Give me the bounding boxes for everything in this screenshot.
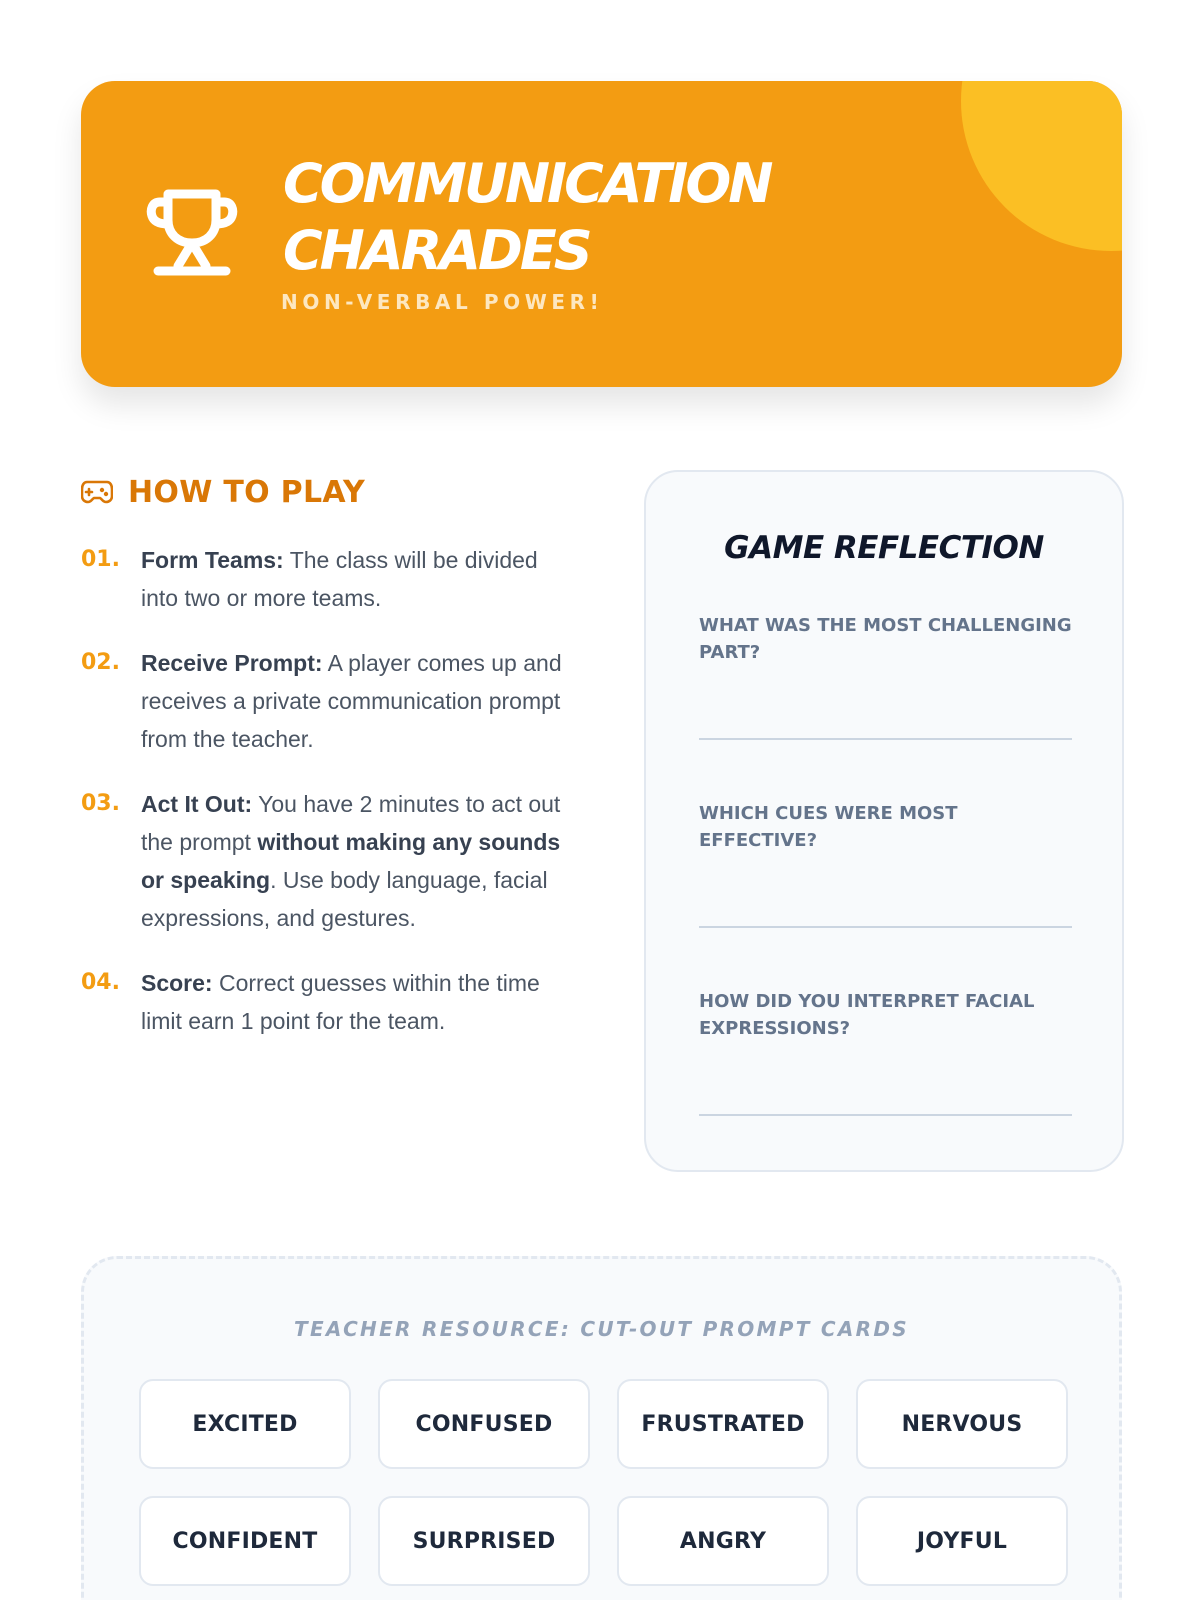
step-label: Score:: [141, 970, 213, 996]
step-label: Form Teams:: [141, 547, 284, 573]
reflection-question: [699, 800, 1072, 854]
step-text: [141, 964, 571, 1040]
reflection-panel: [644, 470, 1124, 1172]
step-description: The class will be divided into two or more teams.: [141, 547, 538, 611]
prompt-card: EXCITED: [139, 1379, 351, 1469]
list-item: [81, 644, 571, 758]
prompt-card: FRUSTRATED: [617, 1379, 829, 1469]
step-description-end: . Use body language, facial expressions, and gestures.: [141, 867, 548, 931]
question-text: WHICH CUES WERE MOST EFFECTIVE?: [699, 803, 958, 851]
prompt-card: JOYFUL: [856, 1496, 1068, 1586]
list-item: [81, 541, 571, 617]
step-label: Act It Out:: [141, 791, 253, 817]
list-item: [81, 785, 571, 937]
gamepad-icon: [81, 479, 113, 505]
page-title: COMMUNICATION CHARADES: [283, 152, 771, 282]
page-subtitle: NON-VERBAL POWER!: [281, 290, 604, 314]
prompt-card: ANGRY: [617, 1496, 829, 1586]
step-number: 04.: [81, 970, 120, 995]
answer-line[interactable]: [699, 926, 1072, 928]
step-number: 02.: [81, 650, 120, 675]
step-description: Correct guesses within the time limit earn 1 point for the team.: [141, 970, 540, 1034]
how-to-play-title: HOW TO PLAY: [128, 474, 366, 510]
reflection-question: [699, 988, 1072, 1042]
reflection-title: GAME REFLECTION: [724, 530, 1044, 566]
question-text: WHAT WAS THE MOST CHALLENGING PART?: [699, 615, 1072, 663]
teacher-resource-section: [81, 1256, 1122, 1600]
step-description: A player comes up and receives a private communication prompt from the teacher.: [141, 650, 562, 752]
prompt-card: SURPRISED: [378, 1496, 590, 1586]
decorative-circle: [961, 81, 1122, 251]
trophy-icon: [146, 186, 238, 278]
how-to-play-heading: [81, 470, 365, 514]
answer-line[interactable]: [699, 1114, 1072, 1116]
instructions-list: [81, 541, 571, 1067]
step-text: [141, 541, 571, 617]
step-emphasis: without making any sounds or speaking: [141, 829, 561, 893]
reflection-question: [699, 612, 1072, 666]
resource-title: TEACHER RESOURCE: CUT-OUT PROMPT CARDS: [294, 1317, 909, 1341]
step-text: [141, 785, 571, 937]
step-label: Receive Prompt:: [141, 650, 323, 676]
step-text: [141, 644, 571, 758]
step-number: 03.: [81, 791, 120, 816]
step-description: You have 2 minutes to act out the prompt: [141, 791, 561, 855]
prompt-card: CONFUSED: [378, 1379, 590, 1469]
prompt-card: NERVOUS: [856, 1379, 1068, 1469]
list-item: [81, 964, 571, 1040]
step-number: 01.: [81, 547, 120, 572]
answer-line[interactable]: [699, 738, 1072, 740]
question-text: HOW DID YOU INTERPRET FACIAL EXPRESSIONS?: [699, 991, 1035, 1039]
prompt-card: CONFIDENT: [139, 1496, 351, 1586]
